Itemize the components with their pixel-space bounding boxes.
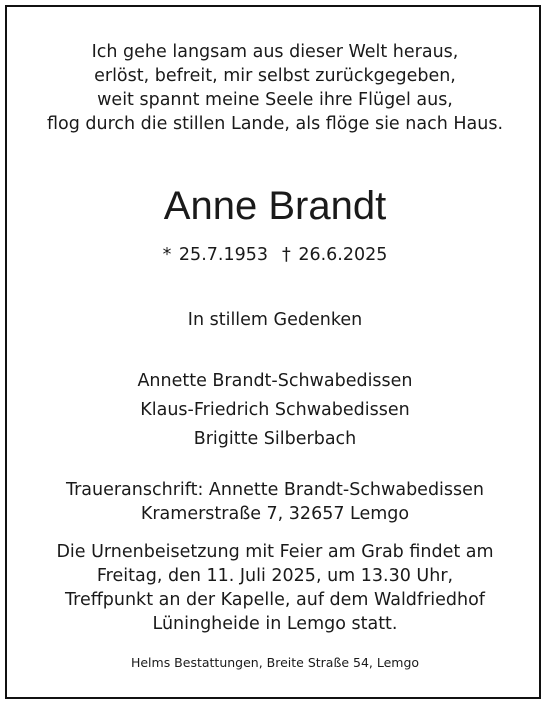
deceased-name: Anne Brandt <box>163 184 387 228</box>
poem-line-4: flog durch die stillen Lande, als flöge sie nach Haus. <box>46 114 504 134</box>
address-line-1: Traueranschrift: Annette Brandt-Schwabedissen <box>65 480 485 500</box>
ceremony-info <box>0 540 550 636</box>
life-dates <box>0 243 550 267</box>
mourner-name: Brigitte Silberbach <box>193 429 357 449</box>
address-line-2: Kramerstraße 7, 32657 Lemgo <box>140 504 410 524</box>
memory-line: In stillem Gedenken <box>187 310 363 330</box>
ceremony-line-4: Lüningheide in Lemgo statt. <box>152 614 398 634</box>
ceremony-line-2: Freitag, den 11. Juli 2025, um 13.30 Uhr, <box>96 566 454 586</box>
mourners-list <box>0 367 550 454</box>
ceremony-line-1: Die Urnenbeisetzung mit Feier am Grab findet am <box>56 542 494 562</box>
ceremony-line-3: Treffpunkt an der Kapelle, auf dem Waldfriedhof <box>65 590 485 610</box>
poem-line-2: erlöst, befreit, mir selbst zurückgegeben, <box>94 66 456 86</box>
mourner-name: Annette Brandt-Schwabedissen <box>137 371 413 391</box>
poem-line-3: weit spannt meine Seele ihre Flügel aus, <box>97 90 453 110</box>
poem <box>0 40 550 136</box>
funeral-home-footer: Helms Bestattungen, Breite Straße 54, Lemgo <box>130 655 420 670</box>
poem-line-1: Ich gehe langsam aus dieser Welt heraus, <box>91 42 459 62</box>
death-date: † 26.6.2025 <box>282 245 388 265</box>
mourning-address <box>0 478 550 526</box>
mourner-name: Klaus-Friedrich Schwabedissen <box>140 400 410 420</box>
birth-date: * 25.7.1953 <box>162 245 268 265</box>
